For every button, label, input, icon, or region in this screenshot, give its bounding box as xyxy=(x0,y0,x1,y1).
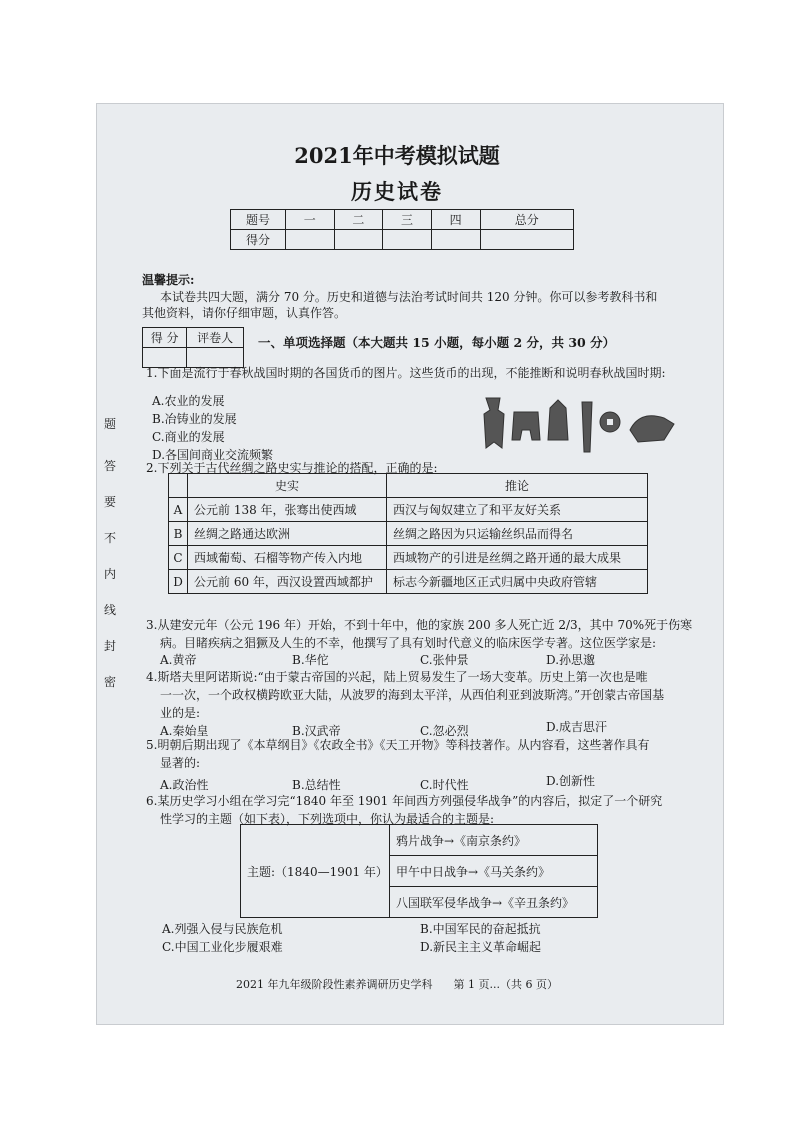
q2-row-label: D xyxy=(169,570,188,594)
q2-corner-cell xyxy=(169,474,188,498)
question-6-option-c[interactable]: C.中国工业化步履艰难 xyxy=(162,940,283,954)
seal-char: 线 xyxy=(103,603,116,617)
q6-event-cell: 鸦片战争→《南京条约》 xyxy=(390,825,598,856)
question-1-option-d[interactable]: D.各国间商业交流频繁 xyxy=(152,448,274,462)
question-6-option-a[interactable]: A.列强入侵与民族危机 xyxy=(162,922,283,936)
question-1-stem: 1.下面是流行于春秋战国时期的各国货币的图片。这些货币的出现，不能推断和说明春秋战国时期: xyxy=(146,366,666,380)
score-table xyxy=(230,209,574,250)
score-header-cell: 题号 xyxy=(231,210,286,230)
question-2-stem: 2.下列关于古代丝绸之路史实与推论的搭配，正确的是: xyxy=(146,461,438,475)
seal-line-notice xyxy=(100,415,120,693)
question-4-option-c[interactable]: C.忽必烈 xyxy=(420,724,469,738)
score-header-cell: 总分 xyxy=(480,210,574,230)
q2-row xyxy=(169,498,648,522)
exam-subject: 历史试卷 xyxy=(351,179,443,204)
grade-box-label: 得 分 xyxy=(143,328,187,348)
question-5-option-d[interactable]: D.创新性 xyxy=(546,774,596,788)
question-4-line: 4.斯塔夫里阿诺斯说:“由于蒙古帝国的兴起，陆上贸易发生了一场大变革。历史上第一次也是唯 xyxy=(146,670,648,684)
knife-coin-shape xyxy=(582,402,592,452)
exam-title: 2021年中考模拟试题 xyxy=(294,143,500,168)
question-6-line: 性学习的主题（如下表），下列选项中，你认为最适合的主题是: xyxy=(160,812,495,826)
question-3-option-a[interactable]: A.黄帝 xyxy=(160,653,197,667)
score-cell[interactable] xyxy=(431,230,480,250)
question-3-line: 病。目睹疾病之猖獗及人生的不幸，他撰写了具有划时代意义的临床医学专著。这位医学家是: xyxy=(160,636,657,650)
score-header-cell: 二 xyxy=(334,210,383,230)
question-4-option-b[interactable]: B.汉武帝 xyxy=(292,724,341,738)
question-3-option-d[interactable]: D.孙思邈 xyxy=(546,653,596,667)
section-title: 一、单项选择题（本大题共 15 小题，每小题 2 分，共 30 分） xyxy=(258,335,616,350)
score-header-cell: 四 xyxy=(431,210,480,230)
score-cell[interactable] xyxy=(480,230,574,250)
q2-fact-cell: 西域葡萄、石榴等物产传入内地 xyxy=(188,546,387,570)
q2-fact-cell: 公元前 60 年，西汉设置西域都护 xyxy=(188,570,387,594)
score-cell[interactable] xyxy=(286,230,335,250)
notice-title: 温馨提示: xyxy=(142,273,195,287)
q2-row xyxy=(169,522,648,546)
spade-coin-shape xyxy=(484,398,504,448)
spade-coin-shape xyxy=(512,412,540,440)
q2-fact-cell: 公元前 138 年，张骞出使西域 xyxy=(188,498,387,522)
seal-char: 封 xyxy=(103,639,116,653)
question-4-line: 业的是: xyxy=(160,706,201,720)
score-header-cell: 三 xyxy=(383,210,432,230)
seal-char: 答 xyxy=(103,459,116,473)
question-6-table xyxy=(240,824,598,918)
notice-line: 本试卷共四大题，满分 70 分。历史和道德与法治考试时间共 120 分钟。你可以参考教科书和 xyxy=(160,290,658,304)
q2-fact-cell: 丝绸之路通达欧洲 xyxy=(188,522,387,546)
q6-theme-cell: 主题:（1840—1901 年） xyxy=(241,825,390,918)
grade-box xyxy=(142,327,244,368)
question-6-option-d[interactable]: D.新民主主义革命崛起 xyxy=(420,940,542,954)
question-3-option-c[interactable]: C.张仲景 xyxy=(420,653,469,667)
q2-row-label: C xyxy=(169,546,188,570)
question-1-option-c[interactable]: C.商业的发展 xyxy=(152,430,225,444)
q2-header-inference: 推论 xyxy=(387,474,648,498)
question-2-table xyxy=(168,473,648,594)
grade-box-label: 评卷人 xyxy=(187,328,244,348)
question-5-option-a[interactable]: A.政治性 xyxy=(160,778,209,792)
question-1-option-a[interactable]: A.农业的发展 xyxy=(152,394,225,408)
question-4-option-a[interactable]: A.秦始皇 xyxy=(160,724,209,738)
question-5-option-c[interactable]: C.时代性 xyxy=(420,778,469,792)
question-5-line: 5.明朝后期出现了《本草纲目》《农政全书》《天工开物》等科技著作。从内容看，这些著作具有 xyxy=(146,738,650,752)
notice-line: 其他资料，请你仔细审题，认真作答。 xyxy=(142,306,347,320)
q2-row xyxy=(169,570,648,594)
question-5-option-b[interactable]: B.总结性 xyxy=(292,778,341,792)
seal-char: 不 xyxy=(103,531,116,545)
knife-coin-shape xyxy=(548,400,568,440)
q6-event-cell: 八国联军侵华战争→《辛丑条约》 xyxy=(390,887,598,918)
score-row-label: 得分 xyxy=(231,230,286,250)
score-cell[interactable] xyxy=(334,230,383,250)
q2-row-label: A xyxy=(169,498,188,522)
q2-inference-cell: 西汉与匈奴建立了和平友好关系 xyxy=(387,498,648,522)
score-header-cell: 一 xyxy=(286,210,335,230)
question-4-line: 一一次，一个政权横跨欧亚大陆，从波罗的海到太平洋，从西伯利亚到波斯湾。”开创蒙古帝国基 xyxy=(160,688,665,702)
question-6-option-b[interactable]: B.中国军民的奋起抵抗 xyxy=(420,922,541,936)
q2-row-label: B xyxy=(169,522,188,546)
q2-header-fact: 史实 xyxy=(188,474,387,498)
seal-char: 题 xyxy=(103,417,116,431)
q2-inference-cell: 西域物产的引进是丝绸之路开通的最大成果 xyxy=(387,546,648,570)
question-4-option-d[interactable]: D.成吉思汗 xyxy=(546,720,608,734)
score-table-header-row xyxy=(231,210,574,230)
question-6-line: 6.某历史学习小组在学习完“1840 年至 1901 年间西方列强侵华战争”的内容后，拟定了一个研究 xyxy=(146,794,663,808)
question-5-line: 显著的: xyxy=(160,756,201,770)
ancient-coins-image xyxy=(478,390,678,460)
q6-event-cell: 甲午中日战争→《马关条约》 xyxy=(390,856,598,887)
score-cell[interactable] xyxy=(383,230,432,250)
seal-char: 要 xyxy=(103,495,116,509)
seal-char: 密 xyxy=(103,675,116,689)
page-footer: 2021 年九年级阶段性素养调研历史学科 第 1 页...（共 6 页） xyxy=(236,978,558,991)
q2-inference-cell: 标志今新疆地区正式归属中央政府管辖 xyxy=(387,570,648,594)
score-table-score-row xyxy=(231,230,574,250)
seal-char: 内 xyxy=(103,567,116,581)
q2-inference-cell: 丝绸之路因为只运输丝织品而得名 xyxy=(387,522,648,546)
question-3-line: 3.从建安元年（公元 196 年）开始，不到十年中，他的家族 200 多人死亡近 2/3，其中 70%死于伤寒 xyxy=(146,618,693,632)
q2-row xyxy=(169,546,648,570)
question-3-option-b[interactable]: B.华佗 xyxy=(292,653,329,667)
question-1-option-b[interactable]: B.冶铸业的发展 xyxy=(152,412,237,426)
ant-nose-coin-shape xyxy=(630,416,674,442)
